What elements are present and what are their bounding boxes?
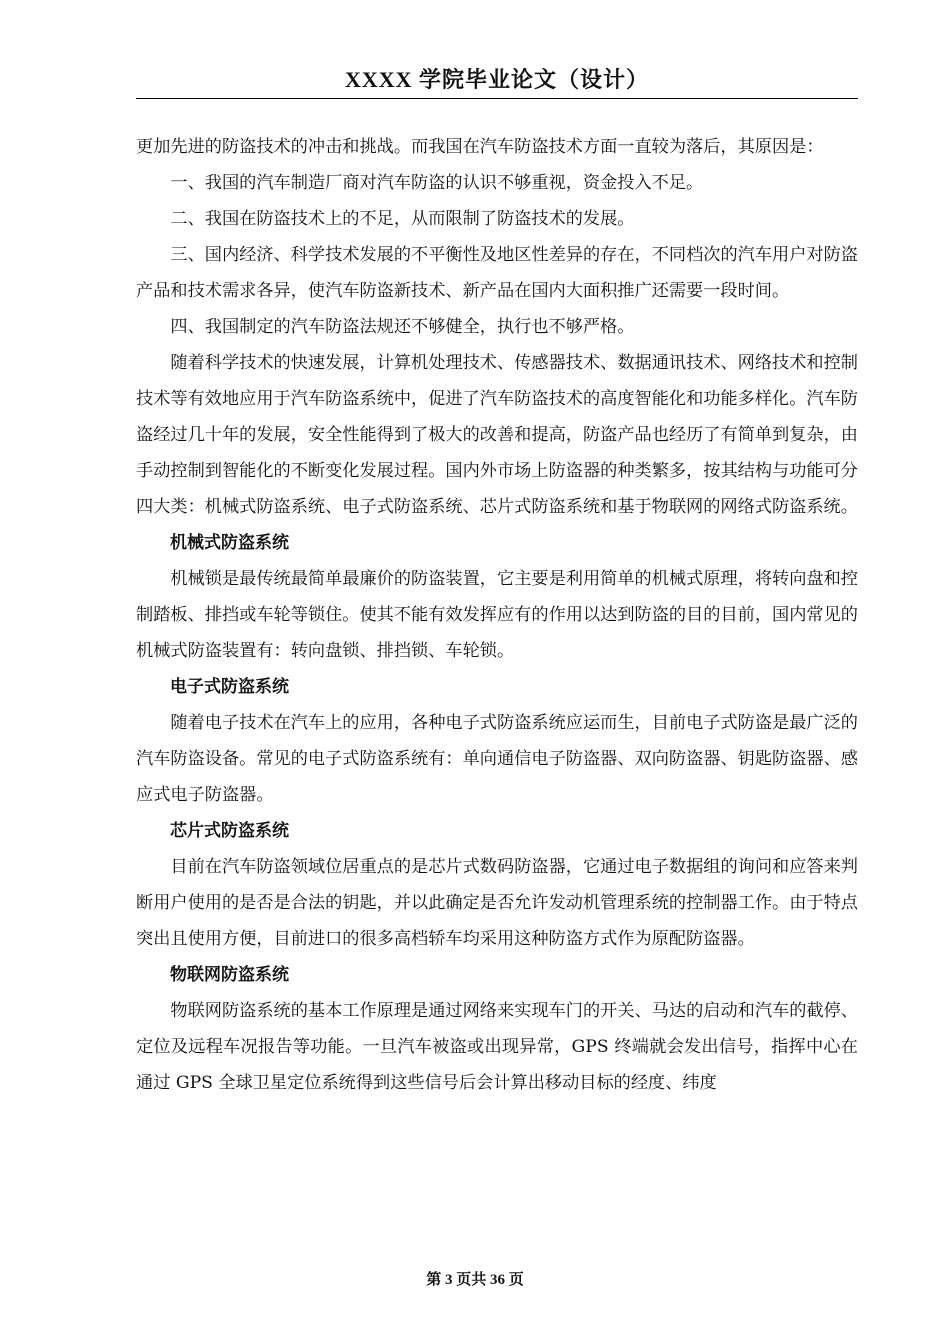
paragraph-mechanical: 机械锁是最传统最简单最廉价的防盗装置，它主要是利用简单的机械式原理，将转向盘和控制踏板、排挡或车轮等锁住。使其不能有效发挥应有的作用以达到防盗的目的目前，国内常见的机械式防盗装置有：转向盘锁、排挡锁、车轮锁。: [136, 569, 858, 661]
paragraph-reason-3: 三、国内经济、科学技术发展的不平衡性及地区性差异的存在，不同档次的汽车用户对防盗产品和技术需求各异，使汽车防盗新技术、新产品在国内大面积推广还需要一段时间。: [136, 245, 858, 301]
paragraph-reason-4: 四、我国制定的汽车防盗法规还不够健全，执行也不够严格。: [170, 317, 635, 337]
section-heading-chip: 芯片式防盗系统: [170, 821, 289, 841]
paragraph-overview: 随着科学技术的快速发展，计算机处理技术、传感器技术、数据通讯技术、网络技术和控制技术等有效地应用于汽车防盗系统中，促进了汽车防盗技术的高度智能化和功能多样化。汽车防盗经过几十年的发展，安全性能得到了极大的改善和提高，防盗产品也经历了有简单到复杂，由手动控制到智能化的不断变化发展过程。国内外市场上防盗器的种类繁多，按其结构与功能可分四大类：机械式防盗系统、电子式防盗系统、芯片式防盗系统和基于物联网的网络式防盗系统。: [136, 353, 858, 517]
paragraph-chip: 目前在汽车防盗领域位居重点的是芯片式数码防盗器，它通过电子数据组的询问和应答来判断用户使用的是否是合法的钥匙，并以此确定是否允许发动机管理系统的控制器工作。由于特点突出且使用方便，目前进口的很多高档轿车均采用这种防盗方式作为原配防盗器。: [136, 857, 858, 949]
section-heading-mechanical: 机械式防盗系统: [170, 533, 289, 553]
document-body: [136, 129, 858, 1101]
page-number: 第 3 页共 36 页: [426, 1272, 524, 1288]
page-header: [136, 64, 858, 99]
paragraph-reason-1: 一、我国的汽车制造厂商对汽车防盗的认识不够重视，资金投入不足。: [170, 173, 704, 193]
section-heading-iot: 物联网防盗系统: [170, 965, 289, 985]
paragraph-intro: 更加先进的防盗技术的冲击和挑战。而我国在汽车防盗技术方面一直较为落后，其原因是：: [136, 137, 824, 157]
paragraph-reason-2: 二、我国在防盗技术上的不足，从而限制了防盗技术的发展。: [170, 209, 635, 229]
page-footer: [0, 1268, 950, 1289]
paragraph-electronic: 随着电子技术在汽车上的应用，各种电子式防盗系统应运而生，目前电子式防盗是最广泛的汽车防盗设备。常见的电子式防盗系统有：单向通信电子防盗器、双向防盗器、钥匙防盗器、感应式电子防盗器。: [136, 713, 858, 805]
paragraph-iot: 物联网防盗系统的基本工作原理是通过网络来实现车门的开关、马达的启动和汽车的截停、定位及远程车况报告等功能。一旦汽车被盗或出现异常，GPS 终端就会发出信号，指挥中心在通过 GPS 全球卫星定位系统得到这些信号后会计算出移动目标的经度、纬度: [136, 1001, 858, 1093]
section-heading-electronic: 电子式防盗系统: [170, 677, 289, 697]
header-title: XXXX 学院毕业论文（设计）: [344, 67, 650, 92]
